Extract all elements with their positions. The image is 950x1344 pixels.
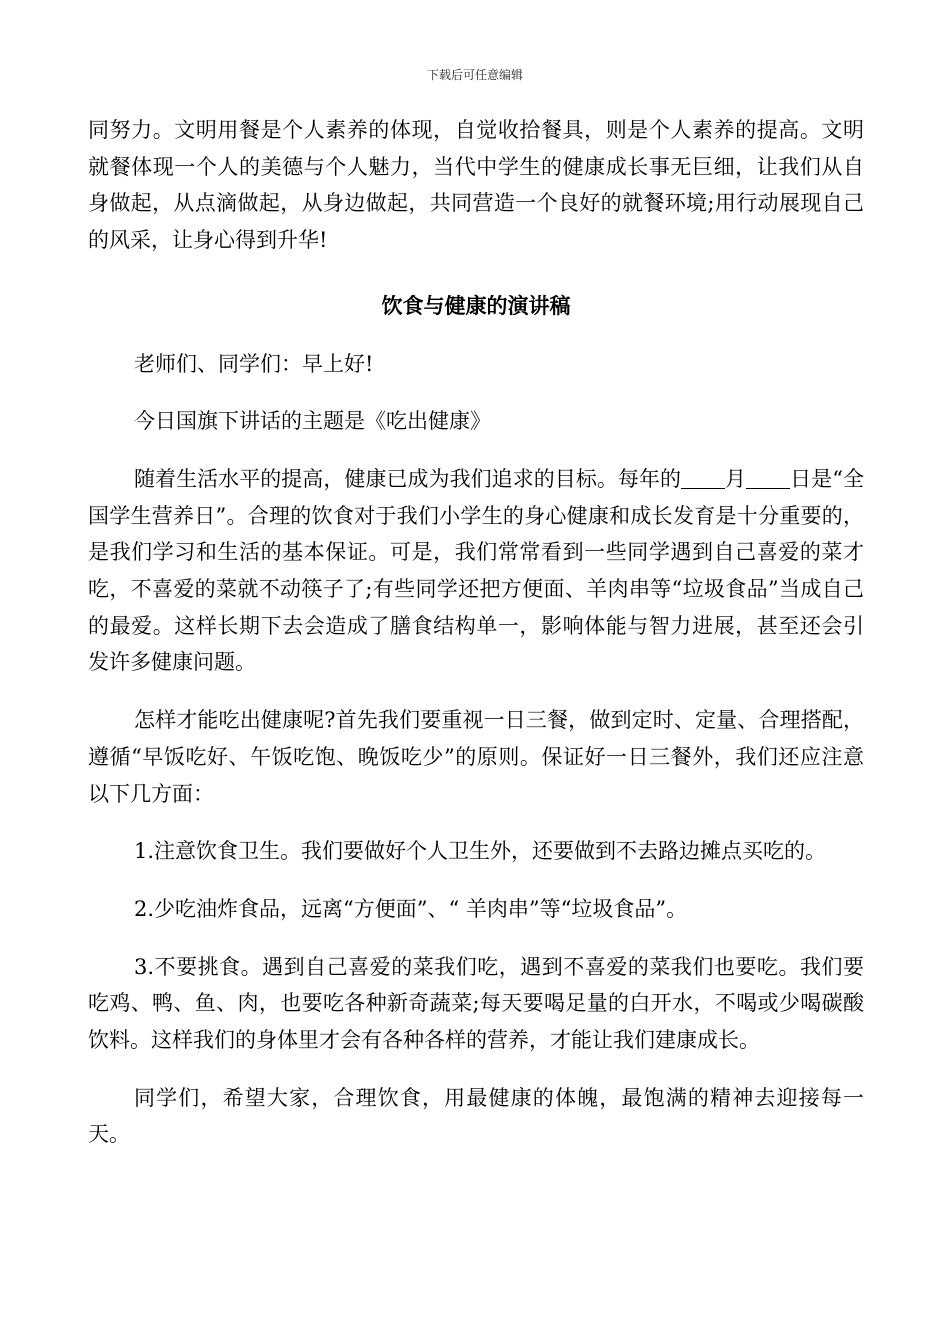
closing-paragraph: 同学们，希望大家，合理饮食，用最健康的体魄，最饱满的精神去迎接每一天。 xyxy=(88,1085,864,1147)
health-paragraph xyxy=(88,461,864,681)
point-1: 1.注意饮食卫生。我们要做好个人卫生外，还要做到不去路边摊点买吃的。 xyxy=(134,839,827,864)
document-body xyxy=(88,112,864,1174)
day-blank xyxy=(746,468,790,489)
point-3: 3.不要挑食。遇到自己喜爱的菜我们吃，遇到不喜爱的菜我们也要吃。我们要吃鸡、鸭、鱼、肉，也要吃各种新奇蔬菜;每天要喝足量的白开水，不喝或少喝碳酸饮料。这样我们的身体里才会有各种各样的营养，才能让我们建康成长。 xyxy=(88,954,864,1053)
health-paragraph-month: 月 xyxy=(725,466,747,491)
topic-paragraph: 今日国旗下讲话的主题是《吃出健康》 xyxy=(134,409,491,434)
month-blank xyxy=(681,468,725,489)
health-paragraph-part1: 随着生活水平的提高，健康已成为我们追求的目标。每年的 xyxy=(134,466,682,491)
page-header: 下载后可任意编辑 xyxy=(426,68,523,82)
intro-paragraph: 同努力。文明用餐是个人素养的体现，自觉收拾餐具，则是个人素养的提高。文明就餐体现一个人的美德与个人魅力，当代中学生的健康成长事无巨细，让我们从自身做起，从点滴做起，从身边做起，共同营造一个良好的就餐环境;用行动展现自己的风采，让身心得到升华! xyxy=(88,118,864,253)
greeting-paragraph: 老师们、同学们：早上好! xyxy=(134,351,374,376)
speech-title: 饮食与健康的演讲稿 xyxy=(381,293,571,318)
health-paragraph-part3: 日是“全国学生营养日”。合理的饮食对于我们小学生的身心健康和成长发育是十分重要的，是我们学习和生活的基本保证。可是，我们常常看到一些同学遇到自己喜爱的菜才吃，不喜爱的菜就不动筷子了;有些同学还把方便面、羊肉串等“垃圾食品”当成自己的最爱。这样长期下去会造成了膳食结构单一，影响体能与智力进展，甚至还会引发许多健康问题。 xyxy=(88,466,864,675)
how-paragraph: 怎样才能吃出健康呢?首先我们要重视一日三餐，做到定时、定量、合理搭配，遵循“早饭吃好、午饭吃饱、晚饭吃少”的原则。保证好一日三餐外，我们还应注意以下几方面： xyxy=(88,708,864,806)
point-2: 2.少吃油炸食品，远离“方便面”、“ 羊肉串”等“垃圾食品”。 xyxy=(134,896,688,921)
